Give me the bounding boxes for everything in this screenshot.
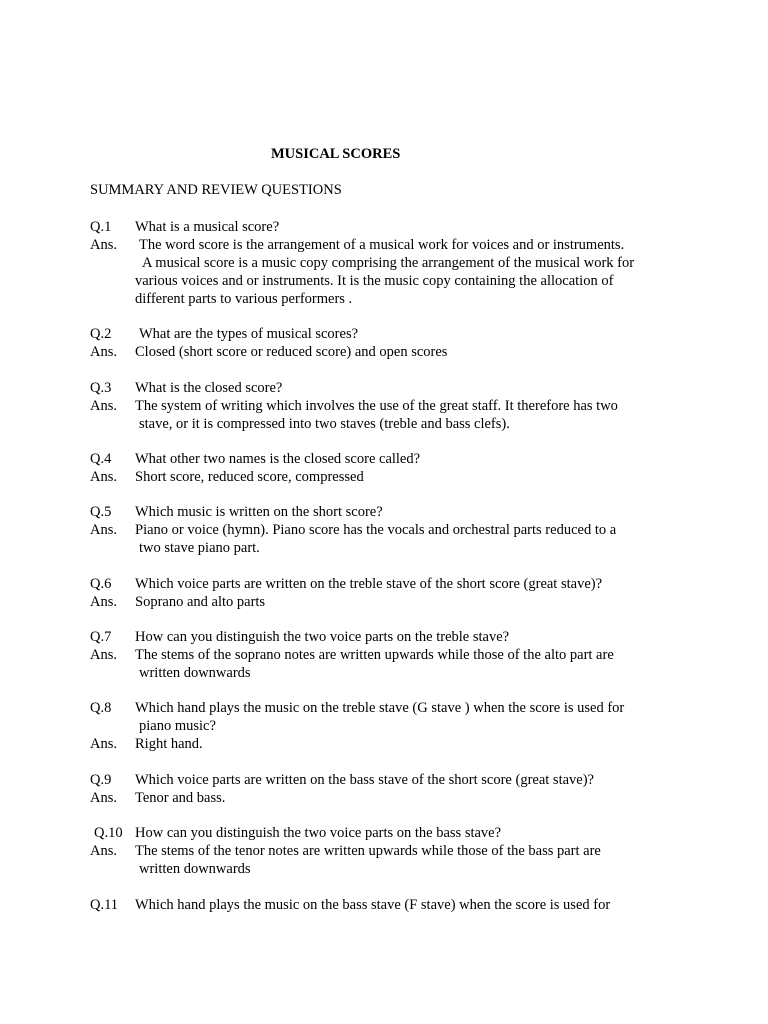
answer-text: The word score is the arrangement of a musical work for voices and or instruments. bbox=[139, 237, 625, 253]
answer-text: A musical score is a music copy comprising the arrangement of the musical work for bbox=[142, 255, 635, 271]
answer-line bbox=[90, 343, 690, 361]
answer-line bbox=[90, 468, 690, 486]
question-label: Q.5 bbox=[90, 504, 112, 520]
qa-item-9 bbox=[90, 771, 690, 807]
qa-item-1 bbox=[90, 218, 690, 308]
question-text: What is a musical score? bbox=[135, 219, 280, 235]
question-label: Q.6 bbox=[90, 576, 112, 592]
question-line bbox=[90, 503, 690, 521]
question-text: Which music is written on the short score? bbox=[135, 504, 383, 520]
question-line bbox=[90, 325, 690, 343]
answer-line bbox=[90, 789, 690, 807]
answer-text: Tenor and bass. bbox=[135, 790, 226, 806]
answer-line bbox=[90, 397, 690, 415]
question-label: Q.1 bbox=[90, 219, 112, 235]
qa-item-2 bbox=[90, 325, 690, 361]
page-title: MUSICAL SCORES bbox=[271, 146, 401, 162]
answer-text: Piano or voice (hymn). Piano score has the vocals and orchestral parts reduced to a bbox=[135, 522, 617, 538]
answer-label: Ans. bbox=[90, 237, 117, 253]
answer-line bbox=[90, 735, 690, 753]
qa-item-7 bbox=[90, 628, 690, 682]
question-label: Q.8 bbox=[90, 700, 112, 716]
question-text: piano music? bbox=[139, 718, 216, 734]
question-line bbox=[90, 717, 690, 735]
question-line bbox=[90, 628, 690, 646]
answer-text: Soprano and alto parts bbox=[135, 594, 266, 610]
answer-line bbox=[90, 842, 690, 860]
question-text: What are the types of musical scores? bbox=[139, 326, 359, 342]
answer-line bbox=[90, 860, 690, 878]
section-subtitle: SUMMARY AND REVIEW QUESTIONS bbox=[90, 182, 342, 198]
answer-line bbox=[90, 272, 690, 290]
qa-item-8 bbox=[90, 699, 690, 753]
question-label: Q.3 bbox=[90, 380, 112, 396]
answer-label: Ans. bbox=[90, 736, 117, 752]
answer-text: different parts to various performers . bbox=[135, 291, 353, 307]
answer-label: Ans. bbox=[90, 398, 117, 414]
qa-item-6 bbox=[90, 575, 690, 611]
answer-text: Short score, reduced score, compressed bbox=[135, 469, 364, 485]
question-line bbox=[90, 218, 690, 236]
question-text: Which voice parts are written on the bass stave of the short score (great stave)? bbox=[135, 772, 594, 788]
answer-line bbox=[90, 290, 690, 308]
qa-item-10 bbox=[90, 824, 690, 878]
answer-text: Right hand. bbox=[135, 736, 203, 752]
question-text: Which voice parts are written on the treble stave of the short score (great stave)? bbox=[135, 576, 603, 592]
answer-line bbox=[90, 521, 690, 539]
question-line bbox=[90, 450, 690, 468]
question-label: Q.7 bbox=[90, 629, 112, 645]
question-line bbox=[90, 379, 690, 397]
question-label: Q.10 bbox=[94, 825, 123, 841]
qa-item-11 bbox=[90, 896, 690, 914]
question-line bbox=[90, 896, 690, 914]
question-label: Q.2 bbox=[90, 326, 112, 342]
question-line bbox=[90, 771, 690, 789]
answer-label: Ans. bbox=[90, 469, 117, 485]
question-label: Q.9 bbox=[90, 772, 112, 788]
question-line bbox=[90, 699, 690, 717]
answer-text: The stems of the tenor notes are written upwards while those of the bass part are bbox=[135, 843, 601, 859]
question-text: What is the closed score? bbox=[135, 380, 283, 396]
answer-label: Ans. bbox=[90, 790, 117, 806]
qa-item-4 bbox=[90, 450, 690, 486]
question-text: How can you distinguish the two voice parts on the treble stave? bbox=[135, 629, 510, 645]
answer-line bbox=[90, 415, 690, 433]
answer-label: Ans. bbox=[90, 344, 117, 360]
answer-label: Ans. bbox=[90, 522, 117, 538]
question-line bbox=[90, 575, 690, 593]
answer-text: written downwards bbox=[139, 861, 251, 877]
answer-text: stave, or it is compressed into two staves (treble and bass clefs). bbox=[139, 416, 510, 432]
answer-line bbox=[90, 593, 690, 611]
answer-line bbox=[90, 236, 690, 254]
answer-line bbox=[90, 254, 690, 272]
answer-text: Closed (short score or reduced score) and open scores bbox=[135, 344, 448, 360]
question-label: Q.4 bbox=[90, 451, 112, 467]
answer-line bbox=[90, 646, 690, 664]
question-text: Which hand plays the music on the bass stave (F stave) when the score is used for bbox=[135, 897, 611, 913]
answer-label: Ans. bbox=[90, 843, 117, 859]
question-text: Which hand plays the music on the treble stave (G stave ) when the score is used for bbox=[135, 700, 625, 716]
answer-line bbox=[90, 664, 690, 682]
answer-text: written downwards bbox=[139, 665, 251, 681]
answer-text: The system of writing which involves the use of the great staff. It therefore has two bbox=[135, 398, 618, 414]
question-text: How can you distinguish the two voice parts on the bass stave? bbox=[135, 825, 502, 841]
answer-label: Ans. bbox=[90, 647, 117, 663]
answer-text: various voices and or instruments. It is the music copy containing the allocation of bbox=[135, 273, 614, 289]
qa-item-3 bbox=[90, 379, 690, 433]
question-text: What other two names is the closed score called? bbox=[135, 451, 421, 467]
answer-text: two stave piano part. bbox=[139, 540, 260, 556]
answer-label: Ans. bbox=[90, 594, 117, 610]
qa-item-5 bbox=[90, 503, 690, 557]
question-line bbox=[90, 824, 690, 842]
question-label: Q.11 bbox=[90, 897, 119, 913]
answer-text: The stems of the soprano notes are written upwards while those of the alto part are bbox=[135, 647, 614, 663]
answer-line bbox=[90, 539, 690, 557]
